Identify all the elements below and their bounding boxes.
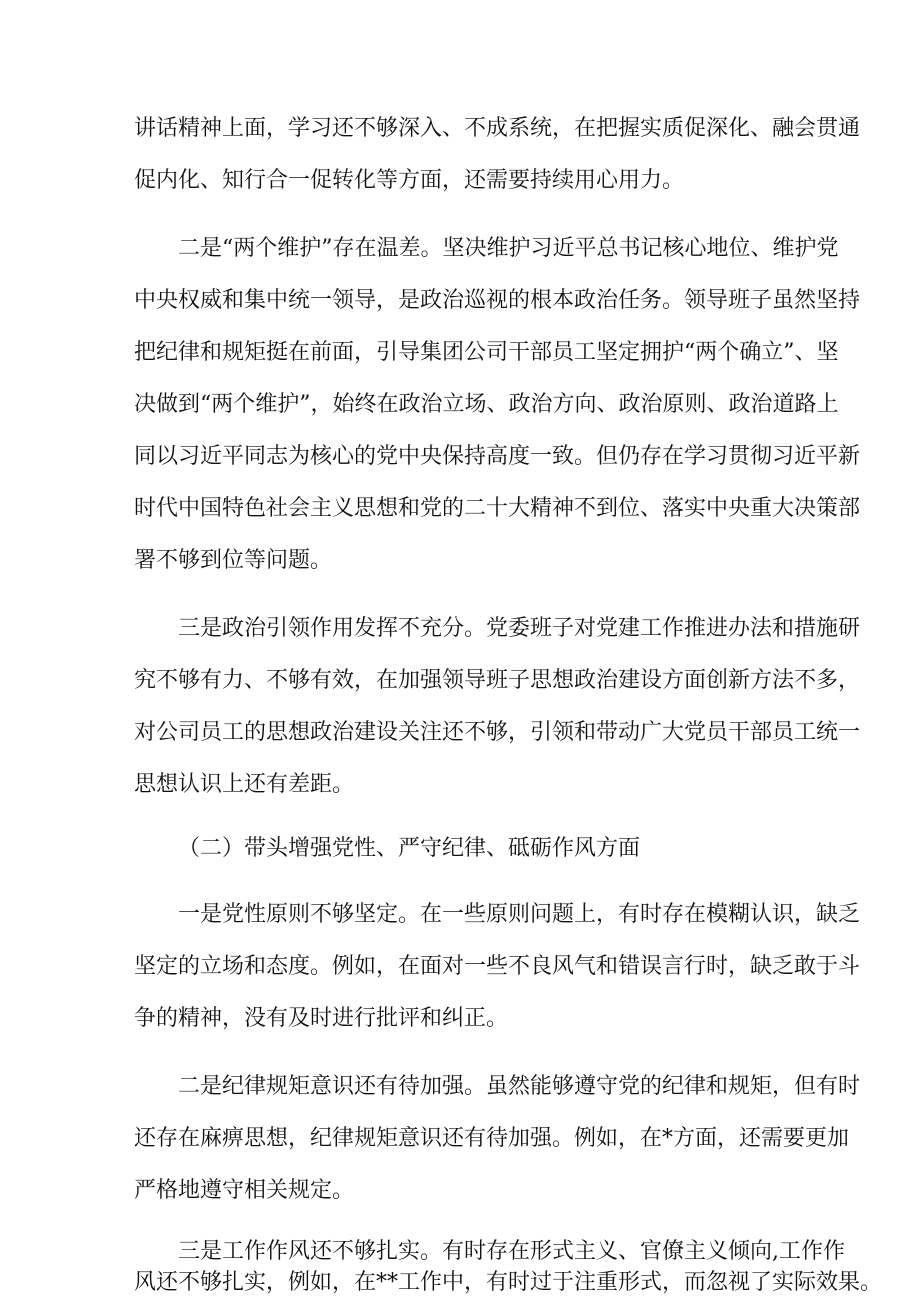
body-text-line: 决做到“两个维护”，始终在政治立场、政治方向、政治原则、政治道路上 xyxy=(134,392,839,417)
paragraph-point-3: 三是政治引领作用发挥不充分。党委班子对党建工作推进办法和措施研 xyxy=(178,616,861,641)
body-text-line: 争的精神，没有及时进行批评和纠正。 xyxy=(134,1006,509,1031)
section-heading: （二）带头增强党性、严守纪律、砥砺作风方面 xyxy=(178,836,641,861)
body-text-line: 思想认识上还有差距。 xyxy=(134,772,355,797)
body-text-line: 风还不够扎实，例如，在**工作中，有时过于注重形式，而忽视了实际效果。 xyxy=(134,1270,883,1295)
body-text-line: 中央权威和集中统一领导，是政治巡视的根本政治任务。领导班子虽然坚持 xyxy=(134,288,861,313)
paragraph-point-1: 一是党性原则不够坚定。在一些原则问题上，有时存在模糊认识，缺乏 xyxy=(178,902,861,927)
body-text-line: 讲话精神上面，学习还不够深入、不成系统，在把握实质促深化、融会贯通 xyxy=(134,116,861,141)
body-text-line: 署不够到位等问题。 xyxy=(134,548,333,573)
body-text-line: 还存在麻痹思想，纪律规矩意识还有待加强。例如，在*方面，还需要更加 xyxy=(134,1126,850,1151)
paragraph-point-3: 三是工作作风还不够扎实。有时存在形式主义、官僚主义倾向,工作作 xyxy=(178,1239,845,1264)
body-text-line: 同以习近平同志为核心的党中央保持高度一致。但仍存在学习贯彻习近平新 xyxy=(134,444,861,469)
body-text-line: 坚定的立场和态度。例如，在面对一些不良风气和错误言行时，缺乏敢于斗 xyxy=(134,954,861,979)
body-text-line: 促内化、知行合一促转化等方面，还需要持续用心用力。 xyxy=(134,168,685,193)
paragraph-point-2: 二是“两个维护”存在温差。坚决维护习近平总书记核心地位、维护党 xyxy=(178,236,839,261)
paragraph-point-2: 二是纪律规矩意识还有待加强。虽然能够遵守党的纪律和规矩，但有时 xyxy=(178,1074,861,1099)
body-text-line: 究不够有力、不够有效，在加强领导班子思想政治建设方面创新方法不多， xyxy=(134,668,861,693)
body-text-line: 把纪律和规矩挺在前面，引导集团公司干部员工坚定拥护“两个确立”、坚 xyxy=(134,340,839,365)
body-text-line: 时代中国特色社会主义思想和党的二十大精神不到位、落实中央重大决策部 xyxy=(134,496,861,521)
body-text-line: 对公司员工的思想政治建设关注还不够，引领和带动广大党员干部员工统一 xyxy=(134,720,861,745)
body-text-line: 严格地遵守相关规定。 xyxy=(134,1178,355,1203)
